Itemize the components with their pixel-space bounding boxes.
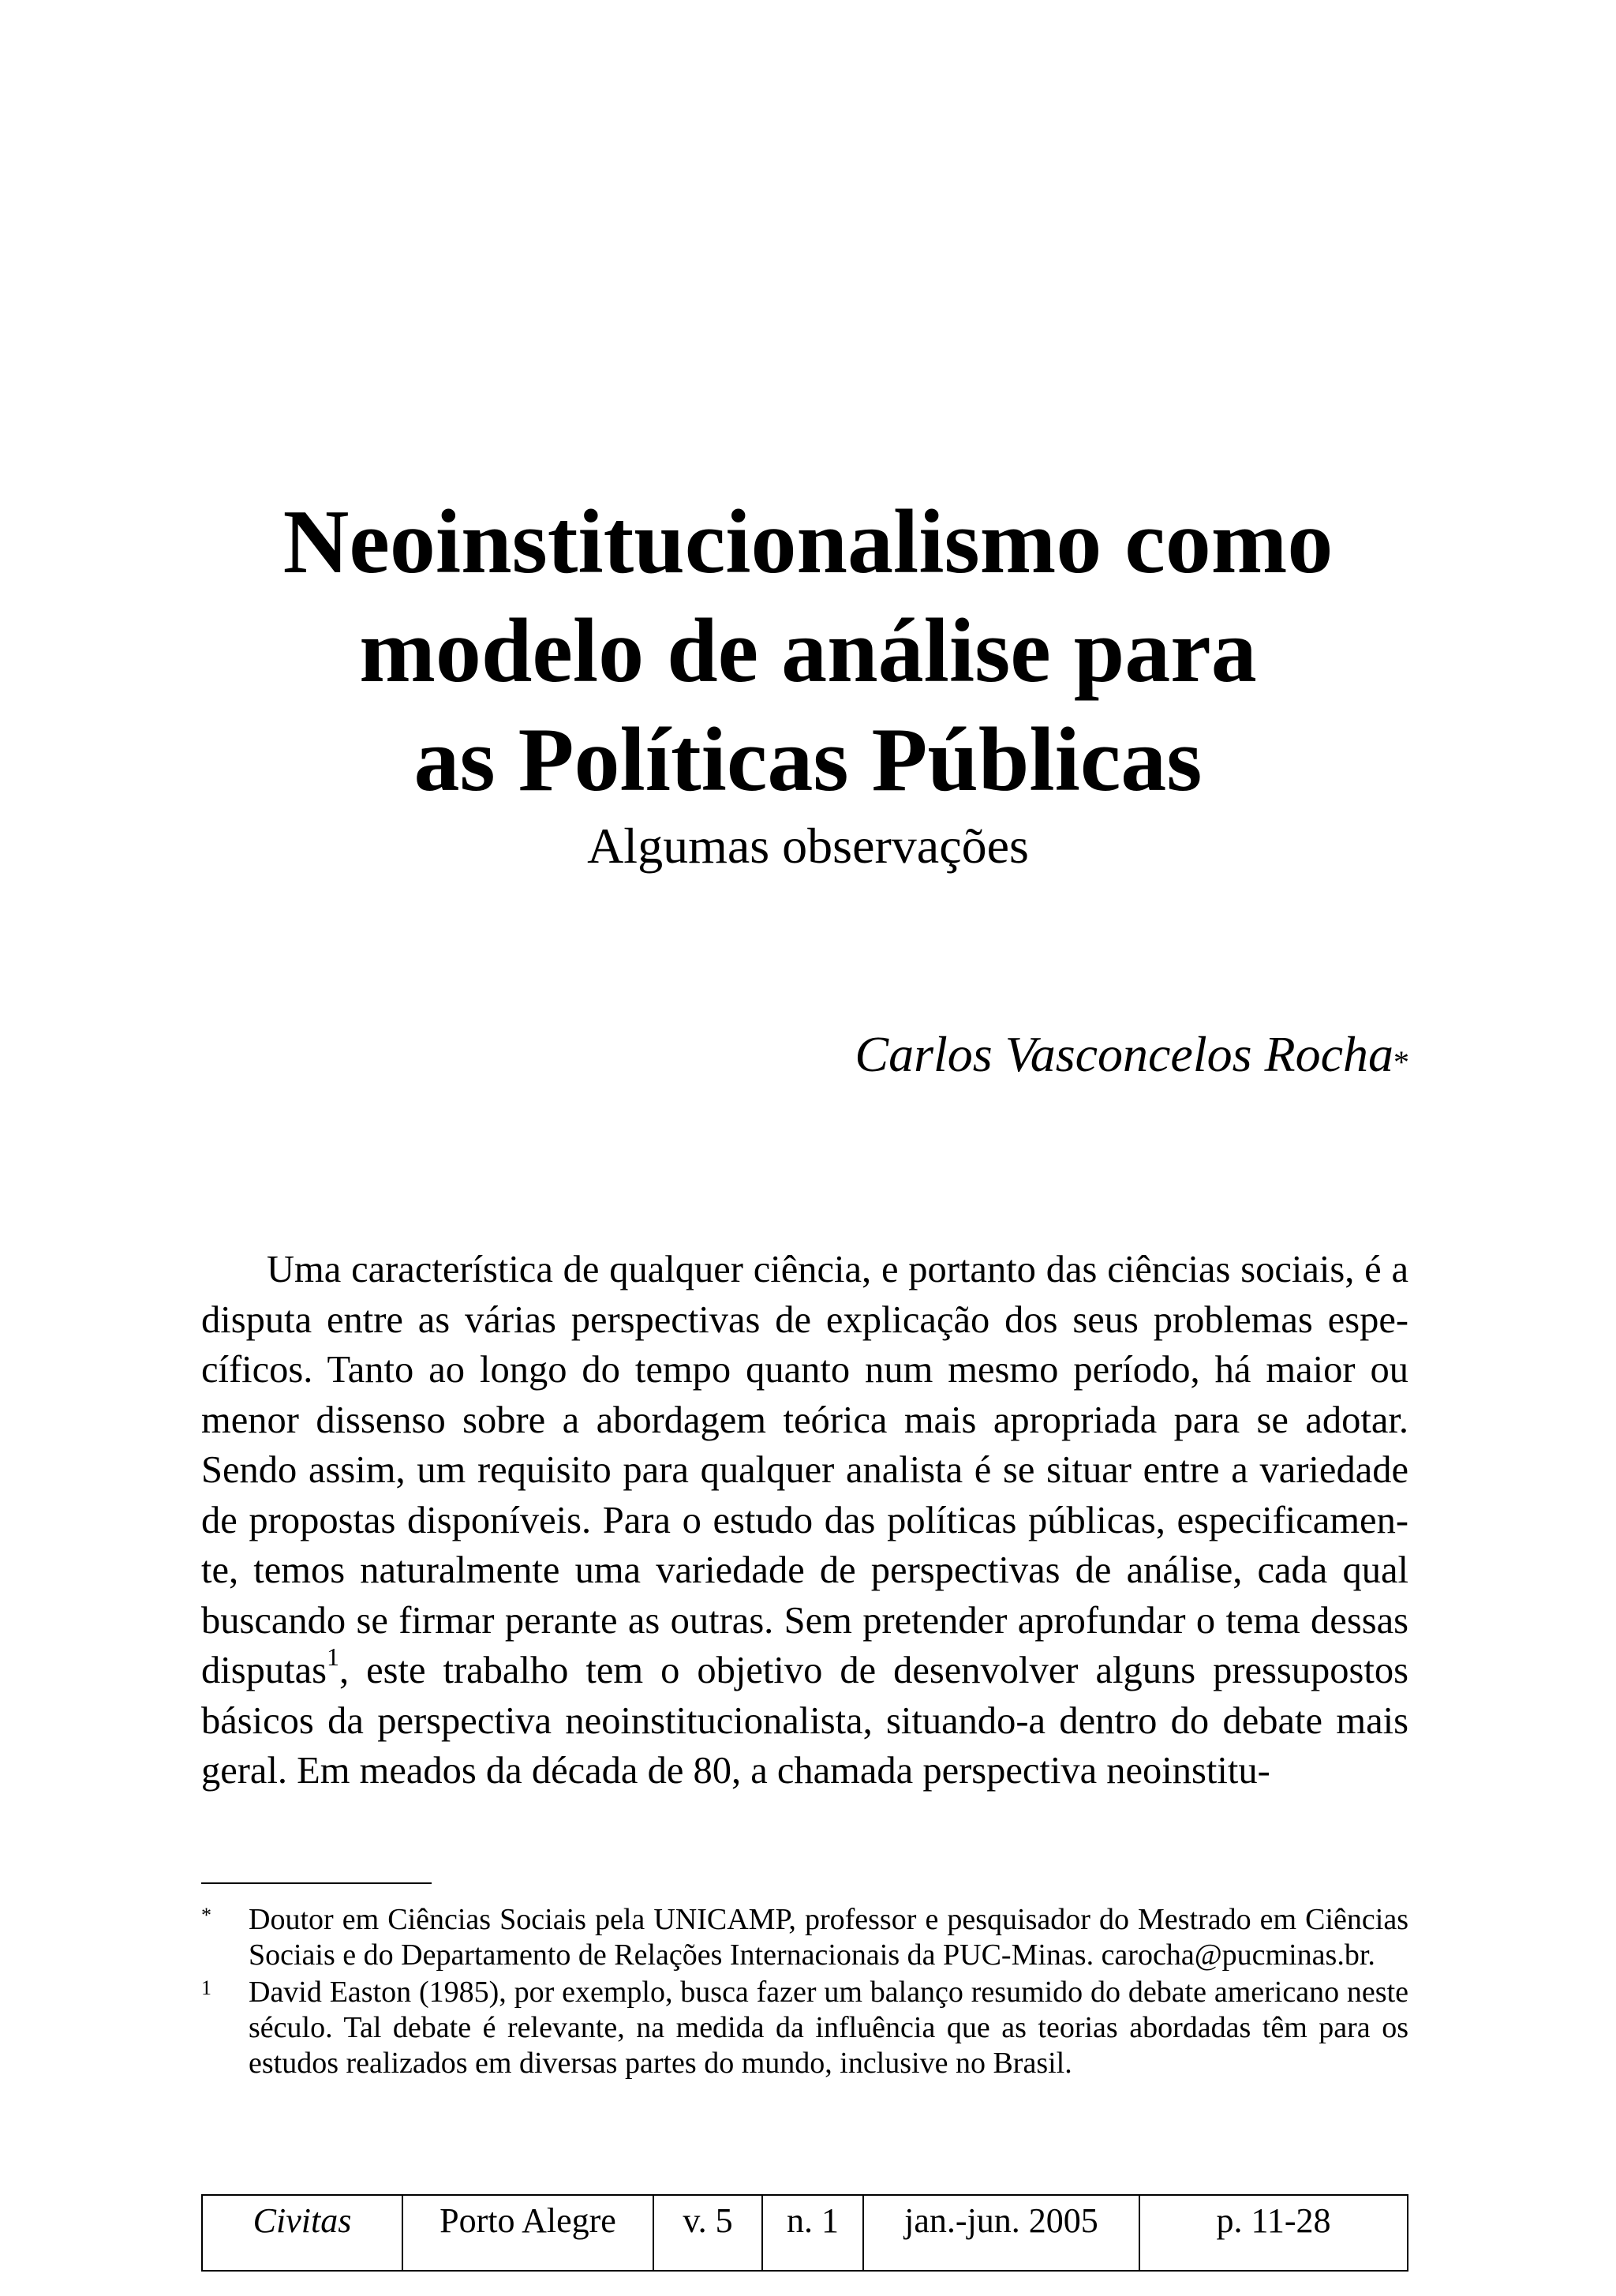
body-paragraph (201, 1245, 1408, 1796)
citation-pages: p. 11-28 (1139, 2195, 1408, 2271)
citation-row (202, 2195, 1408, 2271)
footnote-item (201, 1902, 1408, 1973)
footnote-marker: 1 (201, 1976, 211, 1999)
footnote-divider (201, 1882, 432, 1884)
footnote-ref-1: 1 (326, 1642, 339, 1671)
author-byline (855, 1023, 1409, 1092)
footnotes (201, 1902, 1408, 2083)
author-name: Carlos Vasconcelos Rocha (855, 1026, 1393, 1082)
page-title-line-3: as Políticas Públicas (413, 710, 1203, 811)
footnote-item (201, 1975, 1408, 2081)
citation-period: jan.-jun. 2005 (863, 2195, 1139, 2271)
citation-number: n. 1 (762, 2195, 863, 2271)
author-footnote-marker: * (1393, 1044, 1409, 1080)
page-subtitle: Algumas observações (587, 818, 1029, 874)
citation-city: Porto Alegre (402, 2195, 653, 2271)
page-title-line-2: modelo de análise para (359, 601, 1257, 702)
footnote-text: David Easton (1985), por exemplo, busca fazer um balanço resumido do debate americano neste século. Tal debate é relevante, na medida da influência que as teorias abordadas têm para os estudos realizados em diversas partes do mundo, inclusive no Brasil. (249, 1976, 1408, 2080)
body-text-part-1: Uma característica de qualquer ciência, e portanto das ciências sociais, é a disputa entre as várias perspectivas de explicação dos seus problemas específicos. Tanto ao longo do tempo quanto num mesmo período, há maior ou menor dissenso sobre a abordagem teórica mais apropriada para se adotar. Sendo assim, um requisito para qualquer analista é se situar entre a variedade de propostas disponíveis. Para o estudo das políticas públicas, especificamente, temos naturalmente uma variedade de perspectivas de análise, cada qual buscando se firmar perante as outras. Sem pretender aprofundar o tema dessas disputas (201, 1249, 1408, 1691)
citation-table (201, 2194, 1408, 2272)
title-block (0, 488, 1616, 878)
body-text-part-2: , este trabalho tem o objetivo de desenvolver alguns pressupostos básicos da perspectiva neoinstitucionalista, situando-a dentro do debate mais geral. Em meados da década de 80, a chamada perspectiva neoinstitu- (201, 1650, 1408, 1792)
footnote-text: Doutor em Ciências Sociais pela UNICAMP, professor e pesquisador do Mestrado em Ciências Sociais e do Departamento de Relações Internacionais da PUC-Minas. carocha@pucminas.br. (249, 1903, 1408, 1972)
citation-journal: Civitas (202, 2195, 402, 2271)
citation-volume: v. 5 (653, 2195, 762, 2271)
footnote-marker: * (201, 1904, 211, 1927)
page-title-line-1: Neoinstitucionalismo como (282, 492, 1334, 593)
